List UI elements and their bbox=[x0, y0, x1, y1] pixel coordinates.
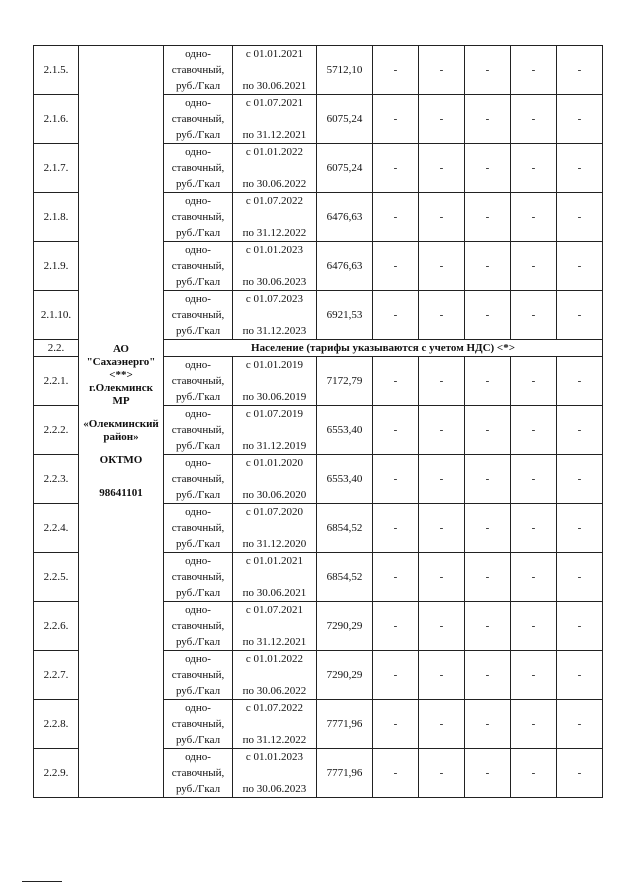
empty-dash: - bbox=[465, 504, 511, 553]
period-to: по 31.12.2022 bbox=[242, 227, 307, 239]
unit-line: руб./Гкал bbox=[175, 440, 221, 452]
row-number: 2.2.5. bbox=[34, 553, 79, 602]
unit-line: ставочный, bbox=[171, 211, 225, 223]
unit-line: ставочный, bbox=[171, 113, 225, 125]
empty-dash: - bbox=[511, 242, 557, 291]
empty-dash: - bbox=[557, 193, 603, 242]
unit-cell bbox=[164, 406, 233, 455]
spacer bbox=[233, 258, 316, 274]
empty-dash: - bbox=[419, 193, 465, 242]
unit-cell bbox=[164, 144, 233, 193]
row-number: 2.1.8. bbox=[34, 193, 79, 242]
spacer bbox=[79, 444, 163, 454]
empty-dash: - bbox=[419, 700, 465, 749]
section-label: Население (тарифы указываются с учетом НДС) <*> bbox=[164, 340, 603, 357]
spacer bbox=[233, 520, 316, 536]
empty-dash: - bbox=[419, 651, 465, 700]
empty-dash: - bbox=[557, 504, 603, 553]
table-row bbox=[34, 46, 603, 95]
period-to: по 30.06.2023 bbox=[242, 276, 307, 288]
organization-name-line: АО bbox=[113, 343, 129, 355]
row-number: 2.1.10. bbox=[34, 291, 79, 340]
unit-line: одно- bbox=[185, 195, 211, 207]
unit-line: ставочный, bbox=[171, 522, 225, 534]
unit-line: руб./Гкал bbox=[175, 178, 221, 190]
unit-line: ставочный, bbox=[171, 767, 225, 779]
tariff-value: 7771,96 bbox=[317, 700, 373, 749]
period-from: с 01.01.2023 bbox=[245, 244, 304, 256]
empty-dash: - bbox=[419, 749, 465, 798]
spacer bbox=[79, 408, 163, 418]
tariff-table bbox=[33, 45, 603, 798]
tariff-value: 6553,40 bbox=[317, 455, 373, 504]
unit-line: одно- bbox=[185, 146, 211, 158]
unit-cell bbox=[164, 749, 233, 798]
period-cell bbox=[233, 193, 317, 242]
period-from: с 01.01.2021 bbox=[245, 48, 304, 60]
empty-dash: - bbox=[557, 144, 603, 193]
unit-line: руб./Гкал bbox=[175, 783, 221, 795]
unit-line: ставочный, bbox=[171, 571, 225, 583]
unit-cell bbox=[164, 504, 233, 553]
section-number: 2.2. bbox=[34, 340, 79, 357]
unit-line: ставочный, bbox=[171, 620, 225, 632]
period-to: по 30.06.2021 bbox=[242, 587, 307, 599]
unit-line: одно- bbox=[185, 293, 211, 305]
period-to: по 31.12.2020 bbox=[242, 538, 307, 550]
unit-line: ставочный, bbox=[171, 473, 225, 485]
unit-line: руб./Гкал bbox=[175, 734, 221, 746]
empty-dash: - bbox=[511, 406, 557, 455]
period-from: с 01.01.2021 bbox=[245, 555, 304, 567]
unit-line: ставочный, bbox=[171, 309, 225, 321]
period-from: с 01.01.2020 bbox=[245, 457, 304, 469]
unit-line: ставочный, bbox=[171, 718, 225, 730]
spacer bbox=[233, 569, 316, 585]
empty-dash: - bbox=[419, 144, 465, 193]
tariff-value: 6854,52 bbox=[317, 553, 373, 602]
period-cell bbox=[233, 504, 317, 553]
tariff-value: 6854,52 bbox=[317, 504, 373, 553]
empty-dash: - bbox=[419, 291, 465, 340]
unit-cell bbox=[164, 700, 233, 749]
empty-dash: - bbox=[373, 242, 419, 291]
empty-dash: - bbox=[465, 651, 511, 700]
period-to: по 31.12.2023 bbox=[242, 325, 307, 337]
row-number: 2.1.5. bbox=[34, 46, 79, 95]
period-to: по 30.06.2020 bbox=[242, 489, 307, 501]
organization-cell bbox=[79, 46, 164, 798]
unit-line: одно- bbox=[185, 653, 211, 665]
unit-line: ставочный, bbox=[171, 64, 225, 76]
unit-line: руб./Гкал bbox=[175, 276, 221, 288]
unit-line: одно- bbox=[185, 702, 211, 714]
unit-line: одно- bbox=[185, 506, 211, 518]
unit-cell bbox=[164, 95, 233, 144]
empty-dash: - bbox=[557, 749, 603, 798]
empty-dash: - bbox=[465, 242, 511, 291]
period-cell bbox=[233, 602, 317, 651]
empty-dash: - bbox=[465, 291, 511, 340]
spacer bbox=[233, 716, 316, 732]
unit-cell bbox=[164, 651, 233, 700]
unit-line: ставочный, bbox=[171, 162, 225, 174]
empty-dash: - bbox=[465, 144, 511, 193]
tariff-value: 5712,10 bbox=[317, 46, 373, 95]
empty-dash: - bbox=[557, 357, 603, 406]
period-from: с 01.07.2022 bbox=[245, 195, 304, 207]
period-from: с 01.07.2021 bbox=[245, 97, 304, 109]
empty-dash: - bbox=[511, 553, 557, 602]
period-from: с 01.07.2021 bbox=[245, 604, 304, 616]
period-cell bbox=[233, 291, 317, 340]
spacer bbox=[233, 209, 316, 225]
empty-dash: - bbox=[511, 749, 557, 798]
period-from: с 01.07.2023 bbox=[245, 293, 304, 305]
period-from: с 01.07.2020 bbox=[245, 506, 304, 518]
tariff-value: 6476,63 bbox=[317, 242, 373, 291]
unit-line: ставочный, bbox=[171, 669, 225, 681]
row-number: 2.1.7. bbox=[34, 144, 79, 193]
unit-line: руб./Гкал bbox=[175, 80, 221, 92]
empty-dash: - bbox=[373, 95, 419, 144]
row-number: 2.2.9. bbox=[34, 749, 79, 798]
period-to: по 31.12.2021 bbox=[242, 129, 307, 141]
period-from: с 01.01.2022 bbox=[245, 653, 304, 665]
spacer bbox=[233, 160, 316, 176]
unit-cell bbox=[164, 46, 233, 95]
period-cell bbox=[233, 242, 317, 291]
period-from: с 01.01.2022 bbox=[245, 146, 304, 158]
period-to: по 31.12.2022 bbox=[242, 734, 307, 746]
row-number: 2.2.7. bbox=[34, 651, 79, 700]
empty-dash: - bbox=[419, 602, 465, 651]
empty-dash: - bbox=[465, 553, 511, 602]
period-cell bbox=[233, 749, 317, 798]
unit-line: руб./Гкал bbox=[175, 489, 221, 501]
row-number: 2.2.1. bbox=[34, 357, 79, 406]
empty-dash: - bbox=[373, 749, 419, 798]
empty-dash: - bbox=[465, 95, 511, 144]
empty-dash: - bbox=[511, 651, 557, 700]
unit-cell bbox=[164, 553, 233, 602]
row-number: 2.2.6. bbox=[34, 602, 79, 651]
unit-line: руб./Гкал bbox=[175, 685, 221, 697]
unit-line: одно- bbox=[185, 604, 211, 616]
period-cell bbox=[233, 455, 317, 504]
unit-line: одно- bbox=[185, 457, 211, 469]
empty-dash: - bbox=[557, 291, 603, 340]
unit-line: одно- bbox=[185, 359, 211, 371]
spacer bbox=[233, 422, 316, 438]
period-from: с 01.07.2022 bbox=[245, 702, 304, 714]
spacer bbox=[233, 618, 316, 634]
spacer bbox=[233, 765, 316, 781]
unit-line: ставочный, bbox=[171, 260, 225, 272]
empty-dash: - bbox=[419, 95, 465, 144]
empty-dash: - bbox=[511, 193, 557, 242]
period-from: с 01.01.2023 bbox=[245, 751, 304, 763]
empty-dash: - bbox=[557, 602, 603, 651]
unit-line: одно- bbox=[185, 97, 211, 109]
tariff-value: 6921,53 bbox=[317, 291, 373, 340]
unit-cell bbox=[164, 242, 233, 291]
empty-dash: - bbox=[511, 291, 557, 340]
unit-line: руб./Гкал bbox=[175, 227, 221, 239]
row-number: 2.1.6. bbox=[34, 95, 79, 144]
empty-dash: - bbox=[511, 602, 557, 651]
spacer bbox=[79, 467, 163, 487]
unit-line: одно- bbox=[185, 408, 211, 420]
empty-dash: - bbox=[419, 553, 465, 602]
empty-dash: - bbox=[557, 406, 603, 455]
spacer bbox=[233, 373, 316, 389]
empty-dash: - bbox=[557, 700, 603, 749]
unit-line: одно- bbox=[185, 751, 211, 763]
empty-dash: - bbox=[557, 455, 603, 504]
empty-dash: - bbox=[557, 95, 603, 144]
district-name-line: район» bbox=[103, 431, 139, 443]
empty-dash: - bbox=[373, 46, 419, 95]
empty-dash: - bbox=[465, 46, 511, 95]
empty-dash: - bbox=[373, 553, 419, 602]
unit-line: руб./Гкал bbox=[175, 636, 221, 648]
empty-dash: - bbox=[419, 455, 465, 504]
district-name-line: «Олекминский bbox=[83, 418, 159, 430]
tariff-value: 6075,24 bbox=[317, 95, 373, 144]
period-from: с 01.01.2019 bbox=[245, 359, 304, 371]
oktmo-code: 98641101 bbox=[99, 487, 143, 499]
tariff-value: 6476,63 bbox=[317, 193, 373, 242]
row-number: 2.2.4. bbox=[34, 504, 79, 553]
empty-dash: - bbox=[373, 700, 419, 749]
organization-name-line: <**> bbox=[109, 369, 133, 381]
unit-line: руб./Гкал bbox=[175, 325, 221, 337]
period-cell bbox=[233, 700, 317, 749]
tariff-table-body bbox=[34, 46, 603, 798]
empty-dash: - bbox=[373, 406, 419, 455]
spacer bbox=[233, 471, 316, 487]
period-to: по 31.12.2021 bbox=[242, 636, 307, 648]
empty-dash: - bbox=[511, 504, 557, 553]
period-to: по 31.12.2019 bbox=[242, 440, 307, 452]
empty-dash: - bbox=[465, 357, 511, 406]
period-to: по 30.06.2022 bbox=[242, 178, 307, 190]
unit-line: одно- bbox=[185, 555, 211, 567]
period-to: по 30.06.2021 bbox=[242, 80, 307, 92]
unit-line: одно- bbox=[185, 244, 211, 256]
unit-cell bbox=[164, 602, 233, 651]
empty-dash: - bbox=[511, 95, 557, 144]
row-number: 2.2.2. bbox=[34, 406, 79, 455]
empty-dash: - bbox=[511, 700, 557, 749]
tariff-value: 6553,40 bbox=[317, 406, 373, 455]
tariff-value: 7172,79 bbox=[317, 357, 373, 406]
period-cell bbox=[233, 406, 317, 455]
tariff-value: 7771,96 bbox=[317, 749, 373, 798]
unit-line: руб./Гкал bbox=[175, 129, 221, 141]
empty-dash: - bbox=[373, 144, 419, 193]
oktmo-label: ОКТМО bbox=[99, 454, 143, 466]
tariff-value: 6075,24 bbox=[317, 144, 373, 193]
empty-dash: - bbox=[465, 406, 511, 455]
period-to: по 30.06.2019 bbox=[242, 391, 307, 403]
period-cell bbox=[233, 651, 317, 700]
empty-dash: - bbox=[511, 46, 557, 95]
period-from: с 01.07.2019 bbox=[245, 408, 304, 420]
empty-dash: - bbox=[419, 504, 465, 553]
tariff-value: 7290,29 bbox=[317, 602, 373, 651]
empty-dash: - bbox=[557, 553, 603, 602]
tariff-value: 7290,29 bbox=[317, 651, 373, 700]
period-to: по 30.06.2022 bbox=[242, 685, 307, 697]
organization-block bbox=[79, 343, 163, 500]
empty-dash: - bbox=[373, 455, 419, 504]
empty-dash: - bbox=[419, 357, 465, 406]
empty-dash: - bbox=[557, 651, 603, 700]
unit-cell bbox=[164, 455, 233, 504]
period-cell bbox=[233, 357, 317, 406]
period-cell bbox=[233, 553, 317, 602]
unit-cell bbox=[164, 291, 233, 340]
unit-line: ставочный, bbox=[171, 375, 225, 387]
unit-line: руб./Гкал bbox=[175, 587, 221, 599]
period-to: по 30.06.2023 bbox=[242, 783, 307, 795]
unit-line: ставочный, bbox=[171, 424, 225, 436]
organization-name-line: г.Олекминск bbox=[89, 382, 153, 394]
empty-dash: - bbox=[373, 357, 419, 406]
empty-dash: - bbox=[511, 455, 557, 504]
unit-line: руб./Гкал bbox=[175, 538, 221, 550]
empty-dash: - bbox=[465, 455, 511, 504]
empty-dash: - bbox=[419, 46, 465, 95]
empty-dash: - bbox=[419, 242, 465, 291]
period-cell bbox=[233, 95, 317, 144]
empty-dash: - bbox=[373, 291, 419, 340]
spacer bbox=[233, 62, 316, 78]
organization-name-line: "Сахаэнерго" bbox=[86, 356, 156, 368]
period-cell bbox=[233, 144, 317, 193]
unit-cell bbox=[164, 357, 233, 406]
unit-cell bbox=[164, 193, 233, 242]
empty-dash: - bbox=[557, 46, 603, 95]
row-number: 2.2.3. bbox=[34, 455, 79, 504]
spacer bbox=[233, 307, 316, 323]
row-number: 2.2.8. bbox=[34, 700, 79, 749]
footnote-separator bbox=[22, 881, 62, 882]
empty-dash: - bbox=[373, 193, 419, 242]
spacer bbox=[233, 667, 316, 683]
empty-dash: - bbox=[465, 193, 511, 242]
empty-dash: - bbox=[511, 144, 557, 193]
organization-name-line: МР bbox=[112, 395, 130, 407]
row-number: 2.1.9. bbox=[34, 242, 79, 291]
empty-dash: - bbox=[465, 749, 511, 798]
period-cell bbox=[233, 46, 317, 95]
empty-dash: - bbox=[465, 602, 511, 651]
empty-dash: - bbox=[419, 406, 465, 455]
empty-dash: - bbox=[557, 242, 603, 291]
empty-dash: - bbox=[373, 504, 419, 553]
spacer bbox=[233, 111, 316, 127]
empty-dash: - bbox=[373, 602, 419, 651]
unit-line: руб./Гкал bbox=[175, 391, 221, 403]
empty-dash: - bbox=[373, 651, 419, 700]
empty-dash: - bbox=[465, 700, 511, 749]
unit-line: одно- bbox=[185, 48, 211, 60]
empty-dash: - bbox=[511, 357, 557, 406]
